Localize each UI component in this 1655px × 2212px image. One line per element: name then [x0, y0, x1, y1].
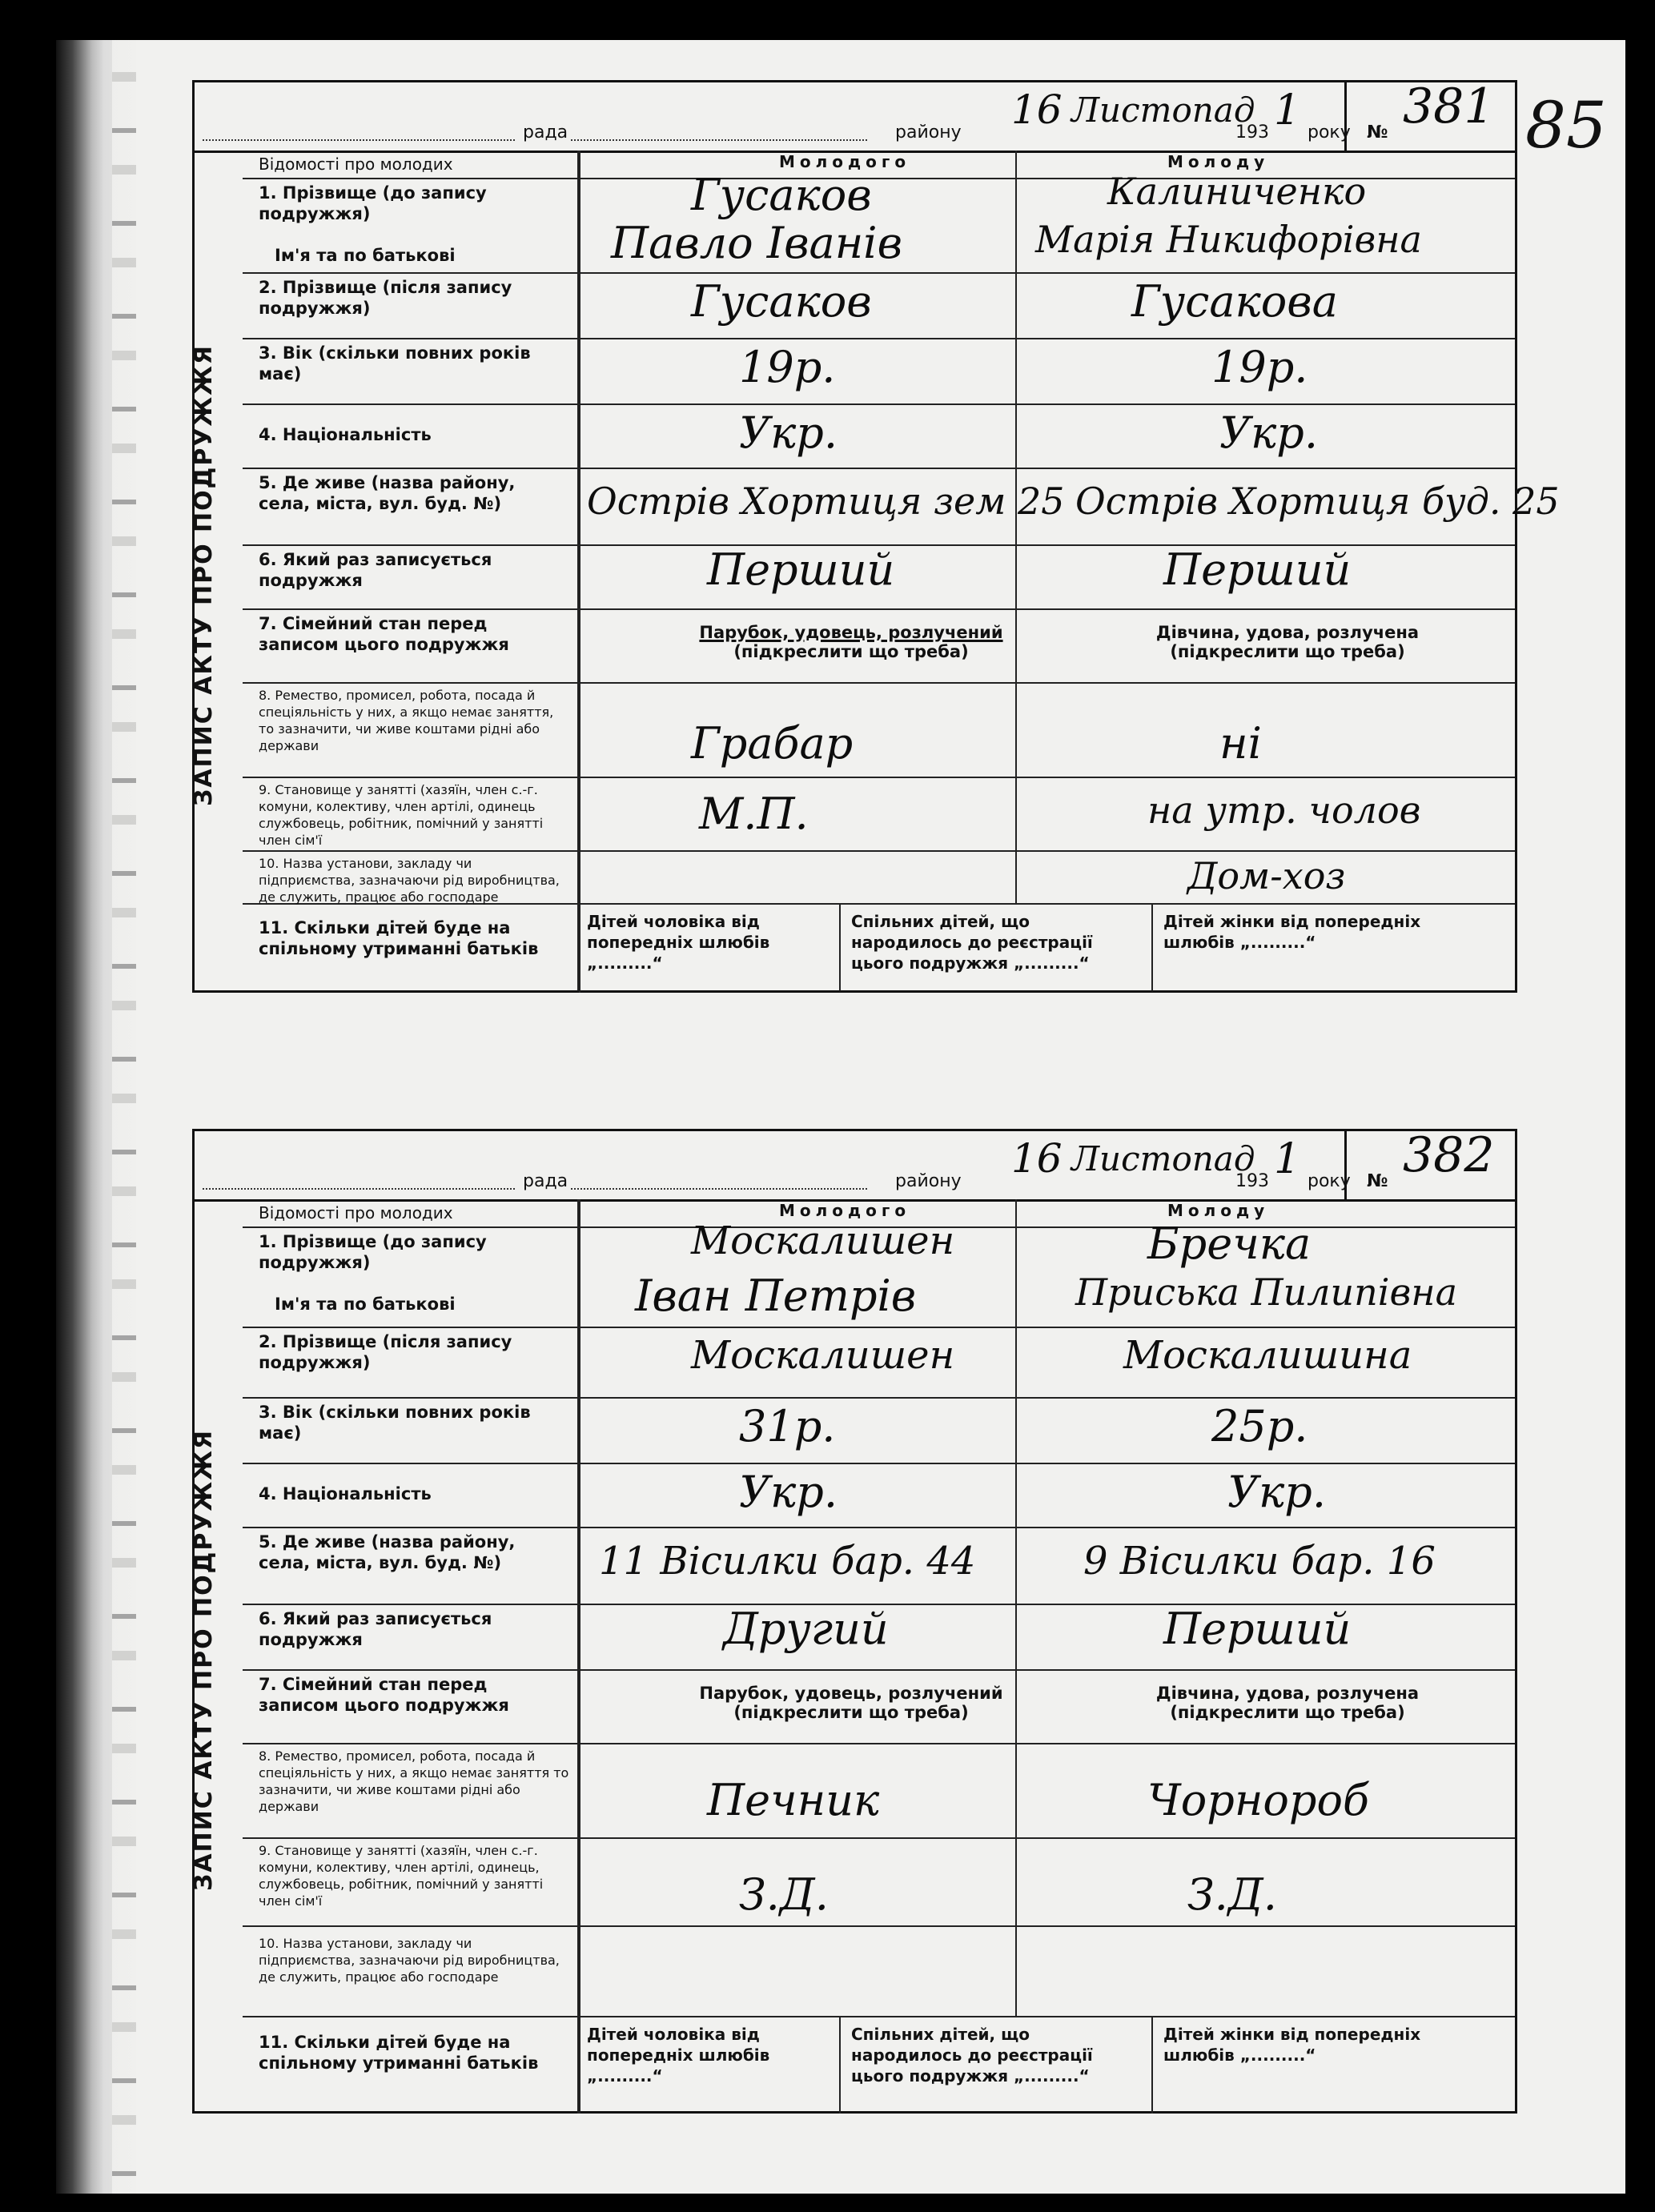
children-groom: Дітей чоловіка від попередніх шлюбів „.........“ — [587, 912, 770, 973]
row-nationality — [243, 403, 1515, 469]
groom-column-title: Молодого — [779, 1201, 911, 1220]
groom-new-surname: Москалишен — [691, 1333, 955, 1378]
bride-marriage-count: Перший — [1163, 1604, 1352, 1654]
row-residence — [243, 1527, 1515, 1605]
year-digit: 1 — [1274, 1135, 1301, 1183]
bride-occupation: ні — [1219, 718, 1262, 769]
raion-blank — [571, 1188, 867, 1190]
field-label: 11. Скільки дітей буде на спільному утриманні батьків — [243, 2016, 579, 2114]
bride-surname: Калиниченко — [1107, 170, 1367, 213]
row-employer — [243, 1925, 1515, 2017]
record-number-box — [1344, 78, 1515, 151]
field-label: 6. Який раз записується подружжя — [243, 1604, 579, 1669]
row-marriage-count — [243, 544, 1515, 610]
underline-hint: (підкреслити що треба) — [733, 1703, 969, 1722]
field-label: 4. Національність — [243, 403, 579, 468]
bride-name: Приська Пилипівна — [1075, 1271, 1458, 1314]
date-day: 16 — [1011, 1135, 1062, 1182]
field-label: 1. Прізвище (до запису подружжя) Ім'я та по батькові — [243, 1226, 579, 1327]
label-column-title: Відомості про молодих — [243, 151, 579, 178]
groom-age: 31р. — [739, 1401, 836, 1451]
groom-marriage-count: Другий — [723, 1604, 889, 1654]
column-divider — [1151, 903, 1153, 991]
bride-employer: Дом-хоз — [1187, 854, 1346, 897]
column-divider — [839, 903, 841, 991]
year-prefix: 193 — [1235, 1171, 1269, 1191]
raion-label: району — [895, 1171, 962, 1191]
groom-nationality: Укр. — [739, 407, 838, 458]
raion-label: району — [895, 122, 962, 143]
bride-new-surname: Москалишина — [1123, 1333, 1412, 1378]
row-surname-before — [243, 1218, 1515, 1328]
date-day: 16 — [1011, 86, 1062, 133]
field-label: 8. Ремество, промисел, робота, посада й спеціяльність у них, а якщо немає заняття то зазначити, чи живе коштами рідні або держави — [243, 1743, 579, 1837]
row-employer — [243, 850, 1515, 905]
rada-blank — [203, 139, 515, 141]
groom-surname: Гусаков — [691, 170, 872, 220]
children-common: Спільних дітей, що народилось до реєстрації цього подружжя „.........“ — [851, 912, 1093, 973]
marriage-record-382 — [192, 1129, 1517, 2114]
row-marriage-count — [243, 1604, 1515, 1671]
record-number-box — [1344, 1127, 1515, 1199]
bride-occupation: Чорнороб — [1147, 1775, 1369, 1825]
column-divider — [839, 2016, 841, 2114]
row-surname-before — [243, 170, 1515, 274]
rada-label: рада — [523, 1171, 568, 1191]
row-age — [243, 338, 1515, 405]
row-nationality — [243, 1463, 1515, 1528]
number-sign: № — [1367, 1171, 1388, 1191]
bride-residence: Острів Хортиця буд. 25 — [1075, 480, 1560, 523]
year-digit: 1 — [1274, 86, 1301, 134]
field-label: 9. Становище у занятті (хазяїн, член с.-г. комуни, колективу, член артілі, одинець, службовець, робітник, помічний у занятті член сім'ї — [243, 1837, 579, 1925]
field-label: 8. Ремество, промисел, робота, посада й спеціяльність у них, а якщо немає заняття, то зазначити, чи живе коштами рідні або держави — [243, 682, 579, 777]
bride-age: 19р. — [1211, 342, 1308, 392]
groom-name: Іван Петрів — [635, 1271, 917, 1321]
field-label: 3. Вік (скільки повних років має) — [243, 1397, 579, 1463]
children-groom: Дітей чоловіка від попередніх шлюбів „.........“ — [587, 2025, 770, 2086]
field-label: 11. Скільки дітей буде на спільному утриманні батьків — [243, 903, 579, 991]
bride-position: на утр. чолов — [1147, 789, 1421, 832]
bride-name: Марія Никифорівна — [1035, 218, 1422, 261]
groom-surname: Москалишен — [691, 1218, 955, 1263]
children-bride: Дітей жінки від попередніх шлюбів „.........“ — [1163, 2025, 1421, 2065]
row-marital-status — [243, 1669, 1515, 1744]
bride-age: 25р. — [1211, 1401, 1308, 1451]
marriage-record-381 — [190, 78, 1560, 993]
torn-edge — [112, 40, 136, 2194]
groom-name: Павло Іванів — [611, 218, 902, 268]
raion-blank — [571, 139, 867, 141]
row-surname-after — [243, 272, 1515, 339]
number-sign: № — [1367, 122, 1388, 143]
row-occupation — [243, 682, 1515, 778]
page-number: 85 — [1525, 88, 1607, 163]
bride-nationality: Укр. — [1227, 1467, 1327, 1517]
row-marital-status — [243, 608, 1515, 684]
field-label: 2. Прізвище (після запису подружжя) — [243, 272, 579, 338]
form-title: ЗАПИС АКТУ ПРО ПОДРУЖЖЯ — [190, 1428, 218, 1891]
label-column-title: Відомості про молодих — [243, 1199, 579, 1226]
form-title: ЗАПИС АКТУ ПРО ПОДРУЖЖЯ — [190, 343, 218, 806]
field-label: 7. Сімейний стан перед записом цього подружжя — [243, 1669, 579, 1743]
row-surname-after — [243, 1327, 1515, 1399]
year-prefix: 193 — [1235, 122, 1269, 143]
field-label: 5. Де живе (назва району, села, міста, вул. буд. №) — [243, 468, 579, 544]
underline-hint: (підкреслити що треба) — [1170, 1703, 1405, 1722]
bride-status-options — [1079, 623, 1496, 661]
date-month: Листопад — [1071, 1139, 1255, 1178]
bride-new-surname: Гусакова — [1131, 276, 1338, 327]
record-header — [195, 1127, 1515, 1202]
groom-position: З.Д. — [739, 1869, 829, 1920]
bride-residence: 9 Вісилки бар. 16 — [1083, 1539, 1436, 1584]
bride-surname: Бречка — [1147, 1218, 1312, 1269]
field-label: 10. Назва установи, закладу чи підприємства, зазначаючи рід виробництва, де служить, працює або господаре — [243, 850, 579, 903]
column-divider — [1151, 2016, 1153, 2114]
field-label: 9. Становище у занятті (хазяїн, член с.-г. комуни, колективу, член артілі, одинець службовець, робітник, помічний у занятті член сім'ї — [243, 777, 579, 850]
rada-label: рада — [523, 122, 568, 143]
field-label: 3. Вік (скільки повних років має) — [243, 338, 579, 403]
rada-blank — [203, 1188, 515, 1190]
row-position — [243, 777, 1515, 852]
bride-marriage-count: Перший — [1163, 544, 1352, 595]
field-label: 1. Прізвище (до запису подружжя) Ім'я та по батькові — [243, 178, 579, 272]
groom-occupation: Грабар — [691, 718, 854, 769]
field-label: 5. Де живе (назва району, села, міста, вул. буд. №) — [243, 1527, 579, 1604]
children-bride: Дітей жінки від попередніх шлюбів „.........“ — [1163, 912, 1421, 952]
groom-position: М.П. — [699, 789, 809, 839]
bride-nationality: Укр. — [1219, 407, 1319, 458]
groom-new-surname: Гусаков — [691, 276, 872, 327]
groom-marriage-count: Перший — [707, 544, 895, 595]
row-position — [243, 1837, 1515, 1927]
record-number: 382 — [1403, 1127, 1495, 1183]
bride-column-title: Молоду — [1167, 1201, 1270, 1220]
date-month: Листопад — [1071, 90, 1255, 130]
underline-hint: (підкреслити що треба) — [733, 642, 969, 661]
field-label: 6. Який раз записується подружжя — [243, 544, 579, 608]
groom-residence: 11 Вісилки бар. 44 — [599, 1539, 976, 1584]
groom-column-title: Молодого — [779, 152, 911, 171]
children-common: Спільних дітей, що народилось до реєстрації цього подружжя „.........“ — [851, 2025, 1093, 2086]
groom-age: 19р. — [739, 342, 836, 392]
status-options: Дівчина, удова, розлучена — [1155, 1684, 1420, 1703]
row-children — [243, 2016, 1515, 2114]
groom-status-options — [643, 1684, 1059, 1722]
roku-label: року — [1308, 122, 1351, 143]
groom-occupation: Печник — [707, 1775, 880, 1825]
groom-status-options — [643, 623, 1059, 661]
underline-hint: (підкреслити що треба) — [1170, 642, 1405, 661]
bride-column-title: Молоду — [1167, 152, 1270, 171]
field-label: 4. Національність — [243, 1463, 579, 1527]
row-occupation — [243, 1743, 1515, 1839]
record-header — [195, 78, 1515, 153]
field-label: 10. Назва установи, закладу чи підприємства, зазначаючи рід виробництва, де служить, працює або господаре — [243, 1925, 579, 2016]
bride-position: З.Д. — [1187, 1869, 1277, 1920]
record-number: 381 — [1403, 78, 1495, 134]
row-residence — [243, 468, 1560, 546]
row-age — [243, 1397, 1515, 1464]
groom-residence: Острів Хортиця зем 25 — [587, 480, 1065, 523]
bride-status-options — [1079, 1684, 1496, 1722]
status-underlined: Парубок, удовець, розлучений — [699, 623, 1003, 642]
status-options: Дівчина, удова, розлучена — [1155, 623, 1420, 642]
row-children — [243, 903, 1515, 991]
groom-nationality: Укр. — [739, 1467, 838, 1517]
field-label: 7. Сімейний стан перед записом цього подружжя — [243, 608, 579, 682]
status-options: Парубок, удовець, розлучений — [699, 1684, 1003, 1703]
field-label: 2. Прізвище (після запису подружжя) — [243, 1327, 579, 1397]
roku-label: року — [1308, 1171, 1351, 1191]
